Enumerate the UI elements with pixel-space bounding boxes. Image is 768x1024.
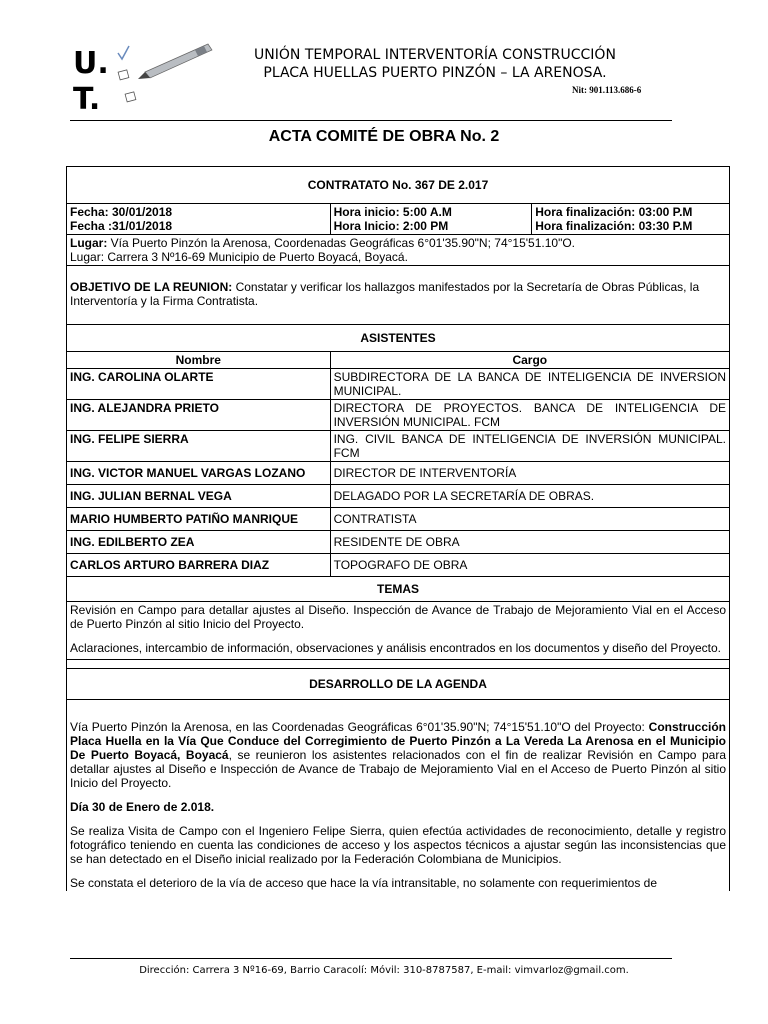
date-cell [67,204,331,235]
header-line-1: UNIÓN TEMPORAL INTERVENTORÍA CONSTRUCCIÓN [254,47,616,63]
pen-checklist-icon [110,40,220,110]
table-row [67,531,730,554]
start-time-cell [330,204,532,235]
nit-number: Nit: 901.113.686-6 [572,85,642,95]
attendees-heading: ASISTENTES [67,325,730,352]
attendee-role: SUBDIRECTORA DE LA BANCA DE INTELIGENCIA DE INVERSION MUNICIPAL. [330,369,729,400]
attendees-heading-row [67,325,730,352]
agenda-paragraph-3: Se constata el deterioro de la vía de acceso que hace la vía intransitable, no solamente con requerimientos de [70,876,658,890]
agenda-p1-intro: Vía Puerto Pinzón la Arenosa, en las Coordenadas Geográficas 6°01'35.90"N; 74°15'51.10"O del Proyecto: [70,720,649,734]
footer-divider [70,958,672,959]
column-header-role: Cargo [330,352,729,369]
dates-row [67,204,730,235]
start-time-1: Hora inicio: 5:00 A.M [333,205,452,219]
table-row [67,485,730,508]
topic-paragraph-2: Aclaraciones, intercambio de información, observaciones y análisis encontrados en los documentos y diseño del Proyecto. [70,641,722,655]
document-title: ACTA COMITÉ DE OBRA No. 2 [268,128,500,145]
attendee-name: ING. VICTOR MANUEL VARGAS LOZANO [67,462,331,485]
attendee-name: ING. JULIAN BERNAL VEGA [67,485,331,508]
attendee-role: RESIDENTE DE OBRA [330,531,729,554]
table-row [67,554,730,577]
table-row [67,462,730,485]
topics-heading: TEMAS [67,577,730,602]
agenda-cell [67,700,730,892]
location-text-2: Lugar: Carrera 3 Nº16-69 Municipio de Puerto Boyacá, Boyacá. [70,250,408,264]
end-time-1: Hora finalización: 03:00 P.M [535,205,693,219]
logo-letters-ut-1: U. [73,46,109,81]
attendees-column-headers [67,352,730,369]
topic-paragraph-1: Revisión en Campo para detallar ajustes al Diseño. Inspección de Avance de Trabajo de Mejoramiento Vial en el Acceso de Puerto Pinzón al sitio Inicio del Proyecto. [70,603,726,631]
spacer-row [67,660,730,669]
objective-row [67,266,730,325]
logo-letters-ut-2: T. [73,82,101,117]
topics-heading-row [67,577,730,602]
column-header-name: Nombre [67,352,331,369]
end-time-cell [532,204,730,235]
start-time-2: Hora Inicio: 2:00 PM [333,219,449,233]
agenda-heading: DESARROLLO DE LA AGENDA [67,669,730,700]
attendee-role: DIRECTOR DE INTERVENTORÍA [330,462,729,485]
location-row [67,235,730,266]
location-text-1: Vía Puerto Pinzón la Arenosa, Coordenadas Geográficas 6°01'35.90"N; 74°15'51.10"O. [107,236,576,250]
agenda-day-heading: Día 30 de Enero de 2.018. [70,800,215,814]
attendee-name: ING. ALEJANDRA PRIETO [67,400,331,431]
agenda-p1-rest: , se reunieron los asistentes relacionados con el fin de realizar Revisión en Campo para detallar ajustes al Diseño e Inspección de Avance de Trabajo de Mejoramiento Vial en el Acceso de Puerto Pinzón al sitio Inicio del Proyecto. [70,748,727,790]
company-header [215,46,655,82]
agenda-row [67,700,730,892]
project-name: Construcción Placa Huella en la Vía Que Conduce del Corregimiento de Puerto Pinzón a La Vereda La Arenosa en el Municipio De Puerto Boyacá, Boyacá [70,720,726,762]
date-1: Fecha: 30/01/2018 [70,205,173,219]
attendee-role: CONTRATISTA [330,508,729,531]
topics-row [67,602,730,660]
attendee-role: DELAGADO POR LA SECRETARÍA DE OBRAS. [330,485,729,508]
attendee-name: ING. EDILBERTO ZEA [67,531,331,554]
end-time-2: Hora finalización: 03:30 P.M [535,219,693,233]
topics-cell [67,602,730,660]
attendee-name: MARIO HUMBERTO PATIÑO MANRIQUE [67,508,331,531]
table-row [67,400,730,431]
attendee-role: ING. CIVIL BANCA DE INTELIGENCIA DE INVERSIÓN MUNICIPAL. FCM [330,431,729,462]
contract-number: CONTRATATO No. 367 DE 2.017 [67,167,730,204]
table-row [67,431,730,462]
location-label: Lugar: [70,236,108,250]
header-divider [70,120,672,121]
attendee-name: ING. CAROLINA OLARTE [67,369,331,400]
agenda-paragraph-1 [70,720,726,790]
footer-address: Dirección: Carrera 3 Nº16-69, Barrio Caracolí: Móvil: 310-8787587, E-mail: vimvarloz@gmail.com. [139,965,629,976]
attendee-role: TOPOGRAFO DE OBRA [330,554,729,577]
header-line-2: PLACA HUELLAS PUERTO PINZÓN – LA ARENOSA. [263,65,607,81]
table-row [67,369,730,400]
attendee-role: DIRECTORA DE PROYECTOS. BANCA DE INTELIGENCIA DE INVERSIÓN MUNICIPAL. FCM [330,400,729,431]
date-2: Fecha :31/01/2018 [70,219,173,233]
contract-row [67,167,730,204]
agenda-heading-row [67,669,730,700]
meeting-minutes-table [66,166,730,891]
attendee-name: ING. FELIPE SIERRA [67,431,331,462]
location-cell [67,235,730,266]
table-row [67,508,730,531]
agenda-paragraph-2: Se realiza Visita de Campo con el Ingeniero Felipe Sierra, quien efectúa actividades de reconocimiento, detalle y registro fotográfico teniendo en cuenta las condiciones de acceso y los aspectos técnicos a ajustar según las inconsistencias que se han detectado en el Diseño inicial realizado por la Federación Colombiana de Municipios. [70,824,726,866]
attendee-name: CARLOS ARTURO BARRERA DIAZ [67,554,331,577]
objective-label: OBJETIVO DE LA REUNION: [70,280,233,294]
company-logo [70,40,220,120]
objective-cell [67,266,730,325]
objective-text: Constatar y verificar los hallazgos manifestados por la Secretaría de Obras Públicas, la Interventoría y la Firma Contratista. [70,280,700,308]
